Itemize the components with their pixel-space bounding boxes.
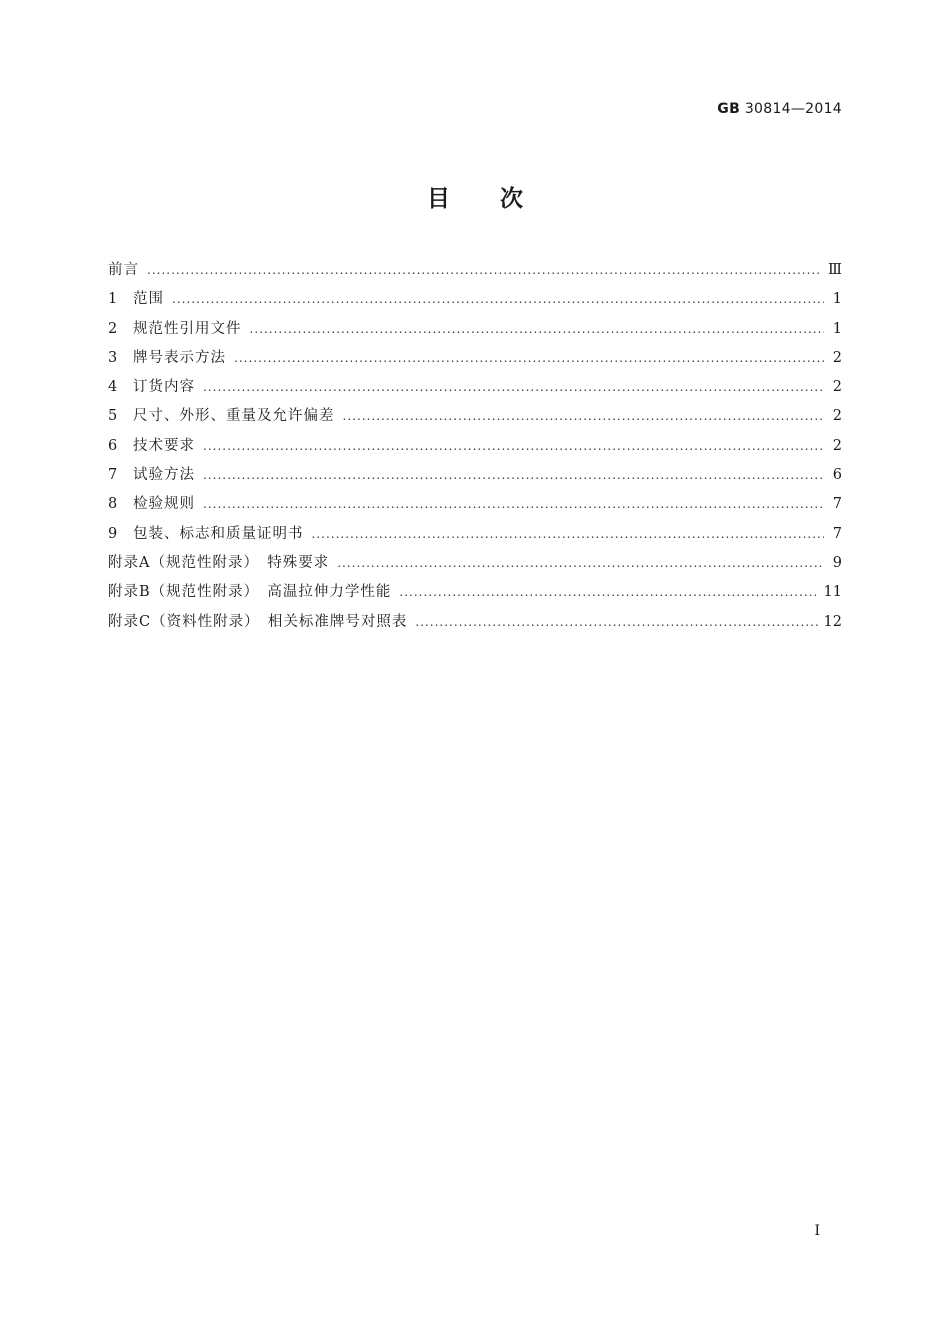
toc-entry-2[interactable] — [108, 317, 842, 346]
toc-entry-number: 9 — [108, 525, 118, 542]
toc-entry-page: 2 — [832, 437, 842, 454]
toc-entry-5[interactable] — [108, 404, 842, 433]
toc-entry-number: 8 — [108, 496, 118, 513]
dot-leader — [203, 468, 824, 482]
toc-entry-label: 试验方法 — [133, 467, 195, 484]
toc-entry-3[interactable] — [108, 346, 842, 375]
standard-number: 30814—2014 — [744, 101, 842, 117]
toc-entry-label: 范围 — [133, 291, 164, 308]
table-of-contents — [108, 258, 842, 639]
toc-entry-page: 7 — [832, 496, 842, 513]
toc-entry-page: 2 — [832, 408, 842, 425]
toc-entry-label: 前言 — [108, 262, 139, 278]
toc-entry-page: 2 — [832, 379, 842, 396]
dot-leader — [337, 556, 824, 570]
toc-entry-foreword[interactable] — [108, 258, 842, 287]
standard-prefix: GB — [717, 101, 741, 117]
toc-entry-page: 11 — [823, 584, 842, 601]
toc-entry-6[interactable] — [108, 434, 842, 463]
toc-entry-page: 9 — [832, 554, 842, 571]
standard-code — [717, 101, 842, 117]
dot-leader — [250, 322, 825, 336]
toc-entry-8[interactable] — [108, 492, 842, 521]
toc-entry-4[interactable] — [108, 375, 842, 404]
toc-entry-page: 7 — [832, 525, 842, 542]
dot-leader — [203, 497, 824, 511]
toc-entry-label: 订货内容 — [133, 379, 195, 396]
toc-entry-label: 尺寸、外形、重量及允许偏差 — [133, 408, 335, 425]
toc-entry-page: 2 — [832, 349, 842, 366]
toc-entry-label: 附录A（规范性附录） 特殊要求 — [108, 554, 330, 571]
toc-entry-label: 技术要求 — [133, 437, 195, 454]
page-number: I — [814, 1223, 820, 1239]
toc-entry-page: 12 — [823, 613, 842, 630]
toc-entry-9[interactable] — [108, 522, 842, 551]
dot-leader — [234, 351, 824, 365]
toc-entry-annex-a[interactable] — [108, 551, 842, 580]
toc-entry-page: 1 — [832, 291, 842, 308]
toc-entry-number: 2 — [108, 320, 118, 337]
toc-entry-7[interactable] — [108, 463, 842, 492]
toc-entry-label: 规范性引用文件 — [133, 320, 242, 337]
dot-leader — [312, 527, 825, 541]
toc-entry-label: 检验规则 — [133, 496, 195, 513]
toc-entry-number: 1 — [108, 291, 118, 308]
toc-entry-label: 包装、标志和质量证明书 — [133, 525, 304, 542]
toc-entry-number: 3 — [108, 349, 118, 366]
toc-entry-page: 1 — [832, 320, 842, 337]
toc-entry-number: 5 — [108, 408, 118, 425]
dot-leader — [203, 380, 824, 394]
dot-leader — [343, 409, 825, 423]
dot-leader — [399, 585, 817, 599]
toc-entry-page: Ⅲ — [828, 262, 842, 278]
dot-leader — [203, 439, 824, 453]
toc-entry-page: 6 — [832, 467, 842, 484]
toc-entry-number: 7 — [108, 467, 118, 484]
toc-entry-1[interactable] — [108, 287, 842, 316]
toc-entry-annex-b[interactable] — [108, 580, 842, 609]
toc-entry-annex-c[interactable] — [108, 610, 842, 639]
toc-entry-label: 附录B（规范性附录） 高温拉伸力学性能 — [108, 584, 392, 601]
dot-leader — [415, 615, 817, 629]
page-title: 目次 — [427, 186, 573, 212]
toc-entry-number: 6 — [108, 437, 118, 454]
toc-entry-number: 4 — [108, 379, 118, 396]
dot-leader — [147, 263, 822, 277]
toc-entry-label: 牌号表示方法 — [133, 349, 226, 366]
toc-entry-label: 附录C（资料性附录） 相关标准牌号对照表 — [108, 613, 408, 630]
dot-leader — [172, 292, 824, 306]
